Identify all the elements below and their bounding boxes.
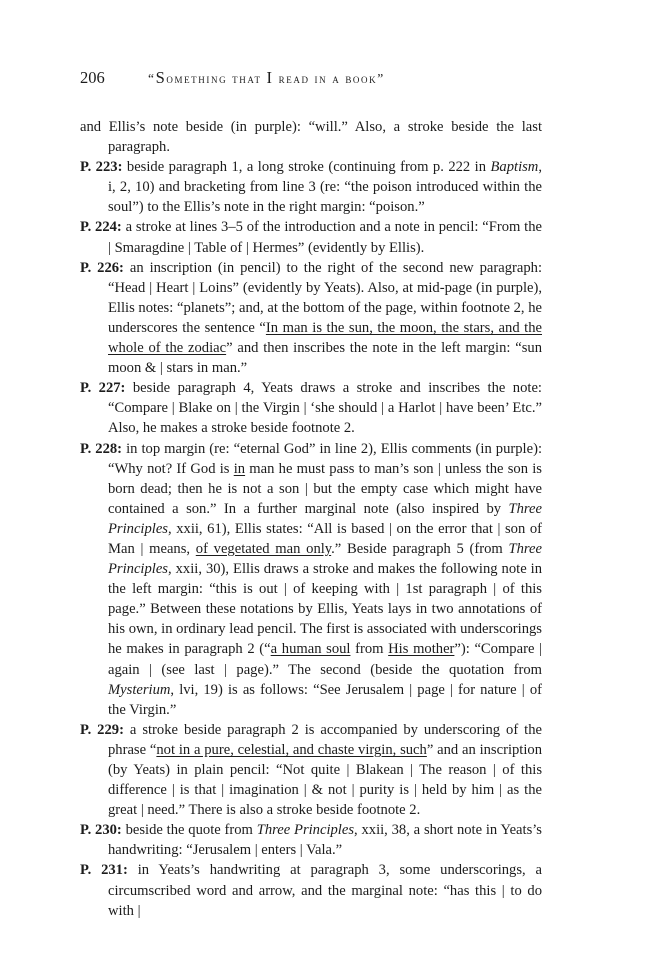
underscored-text: His mother [388, 641, 455, 658]
text-run: from [350, 641, 389, 658]
annotation-list [80, 117, 542, 921]
text-run: beside the quote from [121, 822, 257, 839]
page-reference: P. 229: [80, 721, 124, 738]
text-run: , xxii, 38, a short note in Yeats’s handwriting: “Jerusalem | enters | Vala.” [108, 822, 542, 859]
entry-p224 [80, 217, 542, 257]
entry-p223 [80, 157, 542, 217]
entry-p228 [80, 439, 542, 720]
text-run: in Yeats’s handwriting at paragraph 3, some underscorings, a circumscribed word and arrow, and the marginal note: “has this | to do with | [108, 862, 543, 919]
title-italic: Three Principles [108, 540, 543, 578]
entry-p227 [80, 378, 542, 438]
page-reference: P. 230: [80, 822, 122, 839]
page-reference: P. 224: [80, 219, 122, 236]
title-italic: Baptism [490, 159, 539, 176]
text-run: beside paragraph 4, Yeats draws a stroke and inscribes the note: “Compare | Blake on | the Virgin | ‘she should | a Harlot | have been’ Etc.” Also, he makes a stroke beside footnote 2. [108, 380, 542, 437]
text-run: beside paragraph 1, a long stroke (continuing from p. 222 in [122, 159, 491, 176]
underscored-text: of vegetated man only [195, 540, 332, 557]
entry-p230 [80, 820, 542, 860]
entry-p226 [80, 258, 542, 379]
underscored-text: in [233, 460, 246, 477]
text-run: , i, 2, 10) and bracketing from line 3 (re: “the poison introduced within the soul”) to the Ellis’s note in the right margin: “poison.” [108, 159, 542, 216]
page-reference: P. 223: [80, 159, 123, 176]
text-run: , xxii, 30), Ellis draws a stroke and makes the following note in the left margin: “this is out | of keeping with | 1st paragraph | of this page.” Between these notations by Ellis, Yeats lays in two annotations of his own, in ordinary lead pencil. The first is associated with underscorings he makes in paragraph 2 (“ [108, 561, 542, 658]
entry-continuation [80, 117, 542, 157]
entry-p231 [80, 860, 542, 920]
page-number: 206 [80, 68, 105, 87]
text-run: ”): “Compare | again | (see last | page).” The second (beside the quotation from [108, 641, 542, 678]
title-italic: Mysterium [108, 681, 171, 698]
title-italic: Three Principles [256, 822, 355, 839]
text-run: , lvi, 19) is as follows: “See Jerusalem | page | for nature | of the Virgin.” [108, 681, 542, 718]
text-run: and Ellis’s note beside (in purple): “will.” Also, a stroke beside the last paragraph. [80, 119, 542, 156]
text-run: ” and an inscription (by Yeats) in plain pencil: “Not quite | Blakean | The reason | of this difference | is that | imagination | & not | purity is | held by him | as the great | need.” There is also a stroke beside footnote 2. [108, 741, 542, 819]
underscored-text: In man is the sun, the moon, the stars, and the whole of the zodiac [108, 319, 542, 357]
text-run: man he must pass to man’s son | unless the son is born dead; then he is not a son | but the empty case which might have contained a son.” In a further marginal note (also inspired by [108, 460, 542, 517]
text-run: .” Beside paragraph 5 (from [331, 540, 509, 557]
entry-p229 [80, 720, 542, 820]
text-run: a stroke beside paragraph 2 is accompanied by underscoring of the phrase “ [108, 721, 542, 758]
text-run: an inscription (in pencil) to the right of the second new paragraph: “Head | Heart | Loins” (evidently by Yeats). Also, at mid-page (in purple), Ellis notes: “planets”; and, at the bottom of the page, within footnote 2, he underscores the sentence “ [108, 259, 543, 336]
page-reference: P. 231: [80, 862, 128, 879]
text-run: ” and then inscribes the note in the left margin: “sun moon & | stars in man.” [108, 340, 542, 377]
page-reference: P. 227: [80, 380, 126, 397]
running-head: “Something that I read in a book” [148, 68, 385, 87]
page-reference: P. 226: [80, 259, 124, 276]
text-run: in top margin (re: “eternal God” in line 2), Ellis comments (in purple): “Why not? If God is [108, 440, 543, 477]
title-italic: Three Principles [108, 500, 542, 537]
underscored-text: a human soul [270, 641, 351, 658]
text-run: , xxii, 61), Ellis states: “All is based | on the error that | son of Man | means, [108, 520, 542, 557]
page-reference: P. 228: [80, 440, 123, 457]
underscored-text: not in a pure, celestial, and chaste virgin, such [156, 741, 427, 758]
text-run: a stroke at lines 3–5 of the introduction and a note in pencil: “From the | Smaragdine | Table of | Hermes” (evidently by Ellis). [108, 219, 542, 256]
